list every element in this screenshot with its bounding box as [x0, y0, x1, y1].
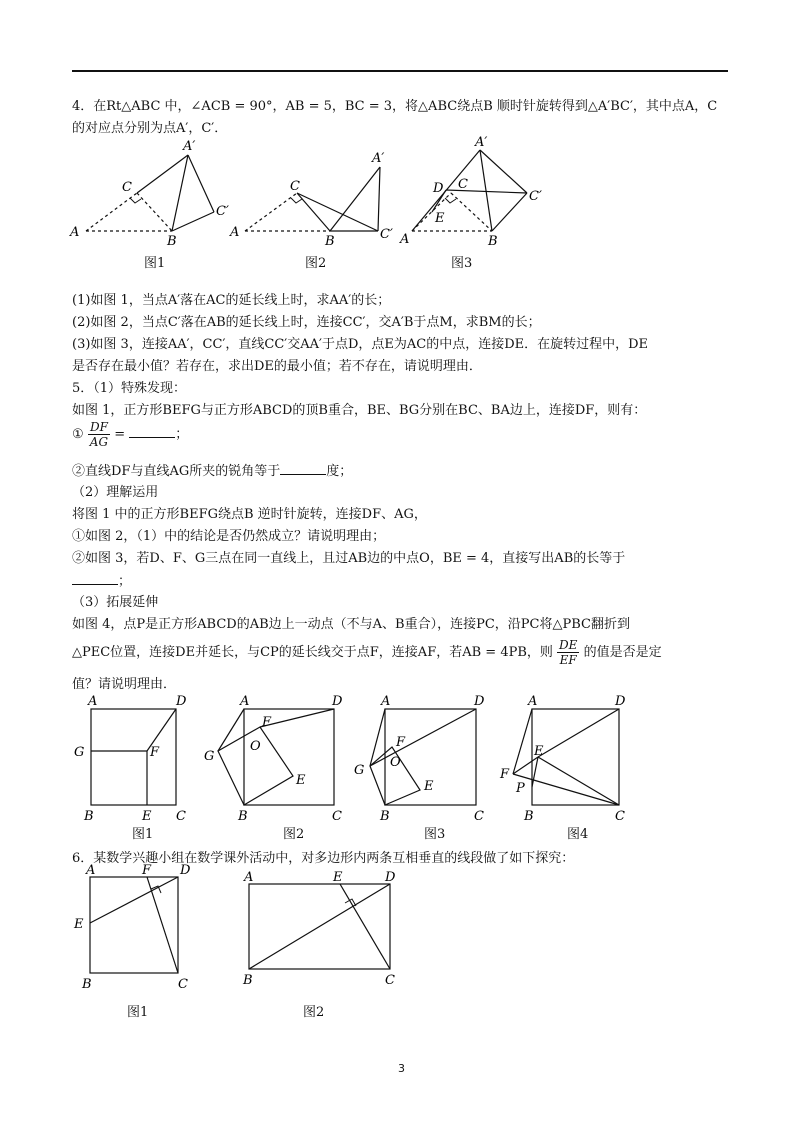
p5-line5: ②如图 3，若D、F、G三点在同一直线上，且过AB边的中点O，BE = 4，直接写出AB的长等于: [72, 551, 626, 566]
p5-circle-1: ①: [72, 427, 84, 442]
p5-line6-semi: ；: [118, 574, 132, 589]
p5-f3-G: G: [354, 763, 365, 778]
p5-head: 5．（1）特殊发现：: [72, 381, 187, 396]
p5-f4-P: P: [516, 781, 525, 796]
p4-q3b: 是否存在最小值？若存在，求出DE的最小值；若不存在，请说明理由．: [72, 359, 482, 374]
p5-f4-E: E: [534, 744, 544, 759]
p5-f3-E: E: [424, 779, 434, 794]
p6-f1-D: D: [180, 863, 191, 878]
p4-fig1-caption: 图1: [144, 256, 166, 271]
p5-line7: 如图 4，点P是正方形ABCD的AB边上一动点（不与A、B重合），连接PC，沿PC将△PBC翻折到: [72, 617, 630, 632]
p4-f1-B: B: [167, 234, 177, 249]
p5-h3: （3）拓展延伸: [72, 595, 159, 610]
p4-f3-C: C: [458, 177, 468, 192]
p6-f1-C: C: [178, 977, 188, 992]
p5-f3-F: F: [396, 735, 406, 750]
p4-f3-A: A: [400, 232, 410, 247]
p4-f3-Ap: A′: [475, 135, 488, 150]
p5-line1: 如图 1，正方形BEFG与正方形ABCD的顶B重合，BE、BG分别在BC、BA边上，连接DF，则有：: [72, 403, 647, 418]
p4-q3a: (3)如图 3，连接AA′，CC′，直线CC′交AA′于点D，点E为AC的中点，连接DE．在旋转过程中，DE: [72, 337, 649, 352]
p5-f4-D: D: [615, 694, 626, 709]
p4-f1-A: A: [70, 225, 80, 240]
p5-frac2-num: DE: [559, 638, 578, 652]
p5-frac2-den: EF: [559, 653, 577, 667]
p5-f1-C: C: [176, 809, 186, 824]
p6-f1-B: B: [82, 977, 92, 992]
p6-fig2-caption: 图2: [303, 1005, 325, 1020]
p4-f1-C: C: [122, 180, 132, 195]
p5-f3-A: A: [381, 694, 391, 709]
p4-fig2-caption: 图2: [305, 256, 327, 271]
page-number: 3: [398, 1062, 405, 1075]
p5-fig4-caption: 图4: [567, 827, 589, 842]
p4-line2: 的对应点分别为点A′，C′．: [72, 121, 228, 136]
p5-f4-A: A: [528, 694, 538, 709]
p5-line2b: 度；: [326, 464, 353, 479]
p6-fig1-caption: 图1: [127, 1005, 149, 1020]
p5-f2-B: B: [238, 809, 248, 824]
p5-f4-B: B: [524, 809, 534, 824]
p4-line1: 4．在Rt△ABC 中，∠ACB = 90°，AB = 5，BC = 3，将△ABC绕点B 顺时针旋转得到△A′BC′，其中点A，C: [72, 99, 718, 114]
p6-f1-E: E: [74, 917, 84, 932]
p4-fig3-caption: 图3: [451, 256, 473, 271]
p5-f3-D: D: [474, 694, 485, 709]
p4-q2: (2)如图 2，当点C′落在AB的延长线上时，连接CC′，交A′B于点M，求BM的长；: [72, 315, 541, 330]
p4-f2-B: B: [325, 234, 335, 249]
p5-semi: ；: [175, 427, 189, 442]
p6-fig1: [90, 877, 178, 973]
p5-line9: 值？请说明理由．: [72, 677, 177, 692]
p5-f1-G: G: [74, 745, 85, 760]
p4-f2-A: A: [230, 225, 240, 240]
p6-f2-C: C: [385, 973, 395, 988]
p6-f1-F: F: [142, 863, 152, 878]
p6-f2-E: E: [333, 870, 343, 885]
p5-line4: ①如图 2，（1）中的结论是否仍然成立？请说明理由；: [72, 529, 386, 544]
p5-fig3-caption: 图3: [424, 827, 446, 842]
p5-f2-D: D: [332, 694, 343, 709]
p5-f1-B: B: [84, 809, 94, 824]
p5-line8b: 的值是否是定: [583, 645, 662, 660]
p5-f1-E: E: [142, 809, 152, 824]
p4-f1-Cp: C′: [216, 204, 229, 219]
p5-f3-C: C: [474, 809, 484, 824]
p5-f1-D: D: [176, 694, 187, 709]
p4-f2-Cp: C′: [380, 227, 393, 242]
p5-f4-C: C: [615, 809, 625, 824]
p5-f2-C: C: [332, 809, 342, 824]
p4-q1: (1)如图 1，当点A′落在AC的延长线上时，求AA′的长；: [72, 293, 391, 308]
p4-f3-B: B: [488, 234, 498, 249]
p4-f2-C: C: [290, 179, 300, 194]
p5-f1-A: A: [88, 694, 98, 709]
p5-line3: 将图 1 中的正方形BEFG绕点B 逆时针旋转，连接DF、AG，: [72, 507, 427, 522]
p5-h2: （2）理解运用: [72, 485, 159, 500]
p5-f3-O: O: [390, 755, 401, 770]
p5-frac-num: DF: [88, 420, 110, 435]
p5-f2-E: E: [296, 773, 306, 788]
p5-f2-F: F: [262, 715, 272, 730]
p4-f3-D: D: [433, 181, 444, 196]
p5-line8a: △PEC位置，连接DE并延长，与CP的延长线交于点F，连接AF，若AB = 4PB，则: [72, 645, 553, 660]
p6-f1-A: A: [86, 863, 96, 878]
p5-eq: =: [114, 427, 126, 442]
p5-fig1-caption: 图1: [132, 827, 154, 842]
p5-f3-B: B: [380, 809, 390, 824]
p5-f2-O: O: [250, 739, 261, 754]
p6-f2-A: A: [244, 870, 254, 885]
p5-line2a: ②直线DF与直线AG所夹的锐角等于: [72, 464, 281, 479]
p4-f3-E: E: [435, 211, 445, 226]
p4-f3-Cp: C′: [529, 189, 542, 204]
p4-f1-Ap: A′: [183, 139, 196, 154]
p6-f2-B: B: [243, 973, 253, 988]
p5-f1-F: F: [150, 745, 160, 760]
p6-line1: 6．某数学兴趣小组在数学课外活动中，对多边形内两条互相垂直的线段做了如下探究：: [72, 851, 575, 866]
p5-f2-G: G: [204, 749, 215, 764]
p6-fig2: [249, 884, 390, 969]
p5-frac-den: AG: [89, 435, 109, 449]
p6-f2-D: D: [385, 870, 396, 885]
p5-fig2-caption: 图2: [283, 827, 305, 842]
p4-f2-Ap: A′: [372, 151, 385, 166]
p5-f4-F: F: [500, 767, 510, 782]
p5-f2-A: A: [240, 694, 250, 709]
